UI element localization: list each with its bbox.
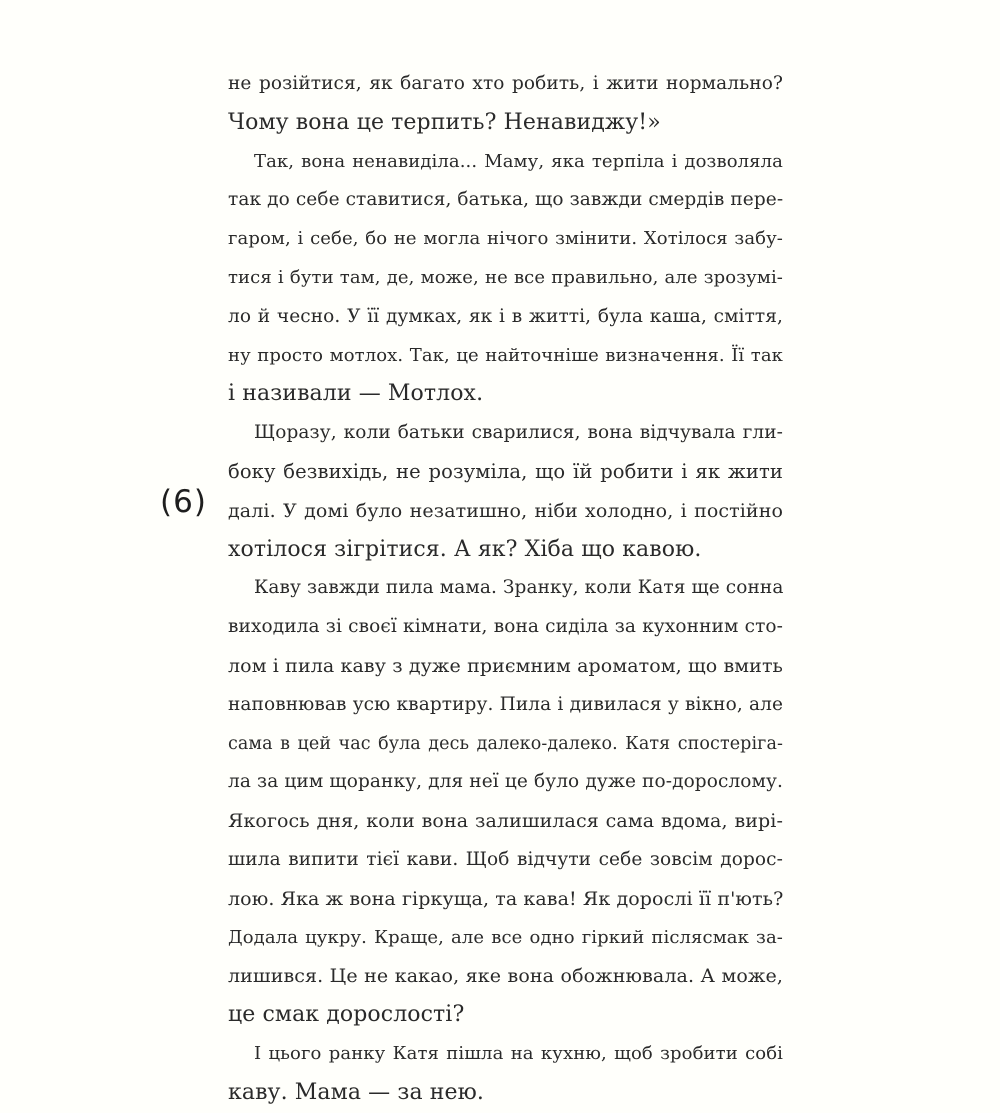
text-line: лою. Яка ж вона гіркуща, та кава! Як дорослі її п'ють? (228, 887, 784, 910)
text-line: каву. Мама — за нею. (228, 1079, 484, 1105)
text-line: так до себе ставитися, батька, що завжди смердів пере- (228, 189, 784, 211)
text-line: Каву завжди пила мама. Зранку, коли Катя ще сонна (254, 577, 784, 599)
text-line: лом і пила каву з дуже приємним ароматом, що вмить (228, 654, 783, 677)
text-line: Якогось дня, коли вона залишилася сама вдома, вирі- (228, 810, 783, 833)
text-line: і називали — Мотлох. (228, 381, 484, 407)
text-line: гаром, і себе, бо не могла нічого змінити. Хотілося забу- (228, 228, 783, 250)
text-line: І цього ранку Катя пішла на кухню, щоб зробити собі (254, 1042, 783, 1064)
text-line: Чому вона це терпить? Ненавиджу!» (228, 109, 661, 135)
text-line: наповнював усю квартиру. Пила і дивилася у вікно, але (228, 693, 783, 715)
text-line: ло й чесно. У її думках, як і в житті, була каша, сміття, (228, 305, 783, 327)
text-line: не розійтися, як багато хто робить, і жити нормально? (228, 73, 783, 94)
text-line: Так, вона ненавиділа... Маму, яка терпіла і дозволяла (254, 150, 783, 172)
text-line: ну просто мотлох. Так, це найточніше визначення. Її так (228, 344, 783, 366)
text-line: шила випити тієї кави. Щоб відчути себе зовсім дорос- (228, 848, 783, 870)
text-line: боку безвихідь, не розуміла, що їй робити і як жити (228, 459, 783, 483)
text-line: ла за цим щоранку, для неї це було дуже по-дорослому. (228, 771, 783, 793)
text-line: хотілося зігрітися. А як? Хіба що кавою. (228, 536, 702, 562)
text-line: Додала цукру. Краще, але все одно гіркий післясмак за- (228, 926, 783, 948)
text-line: тися і бути там, де, може, не все правильно, але зрозумі- (228, 266, 783, 288)
handwritten-margin-note: (6) (160, 484, 207, 520)
text-line: лишився. Це не какао, яке вона обожнювала. А може, (228, 965, 783, 988)
text-line: виходила зі своєї кімнати, вона сиділа за кухонним сто- (228, 616, 783, 638)
page-body-text (228, 65, 783, 1113)
text-line: сама в цей час була десь далеко-далеко. Катя спостеріга- (228, 733, 783, 754)
text-line: Щоразу, коли батьки сварилися, вона відчувала гли- (254, 422, 783, 444)
text-line: це смак дорослості? (228, 1002, 465, 1028)
text-line: далі. У домі було незатишно, ніби холодно, і постійно (228, 499, 783, 522)
